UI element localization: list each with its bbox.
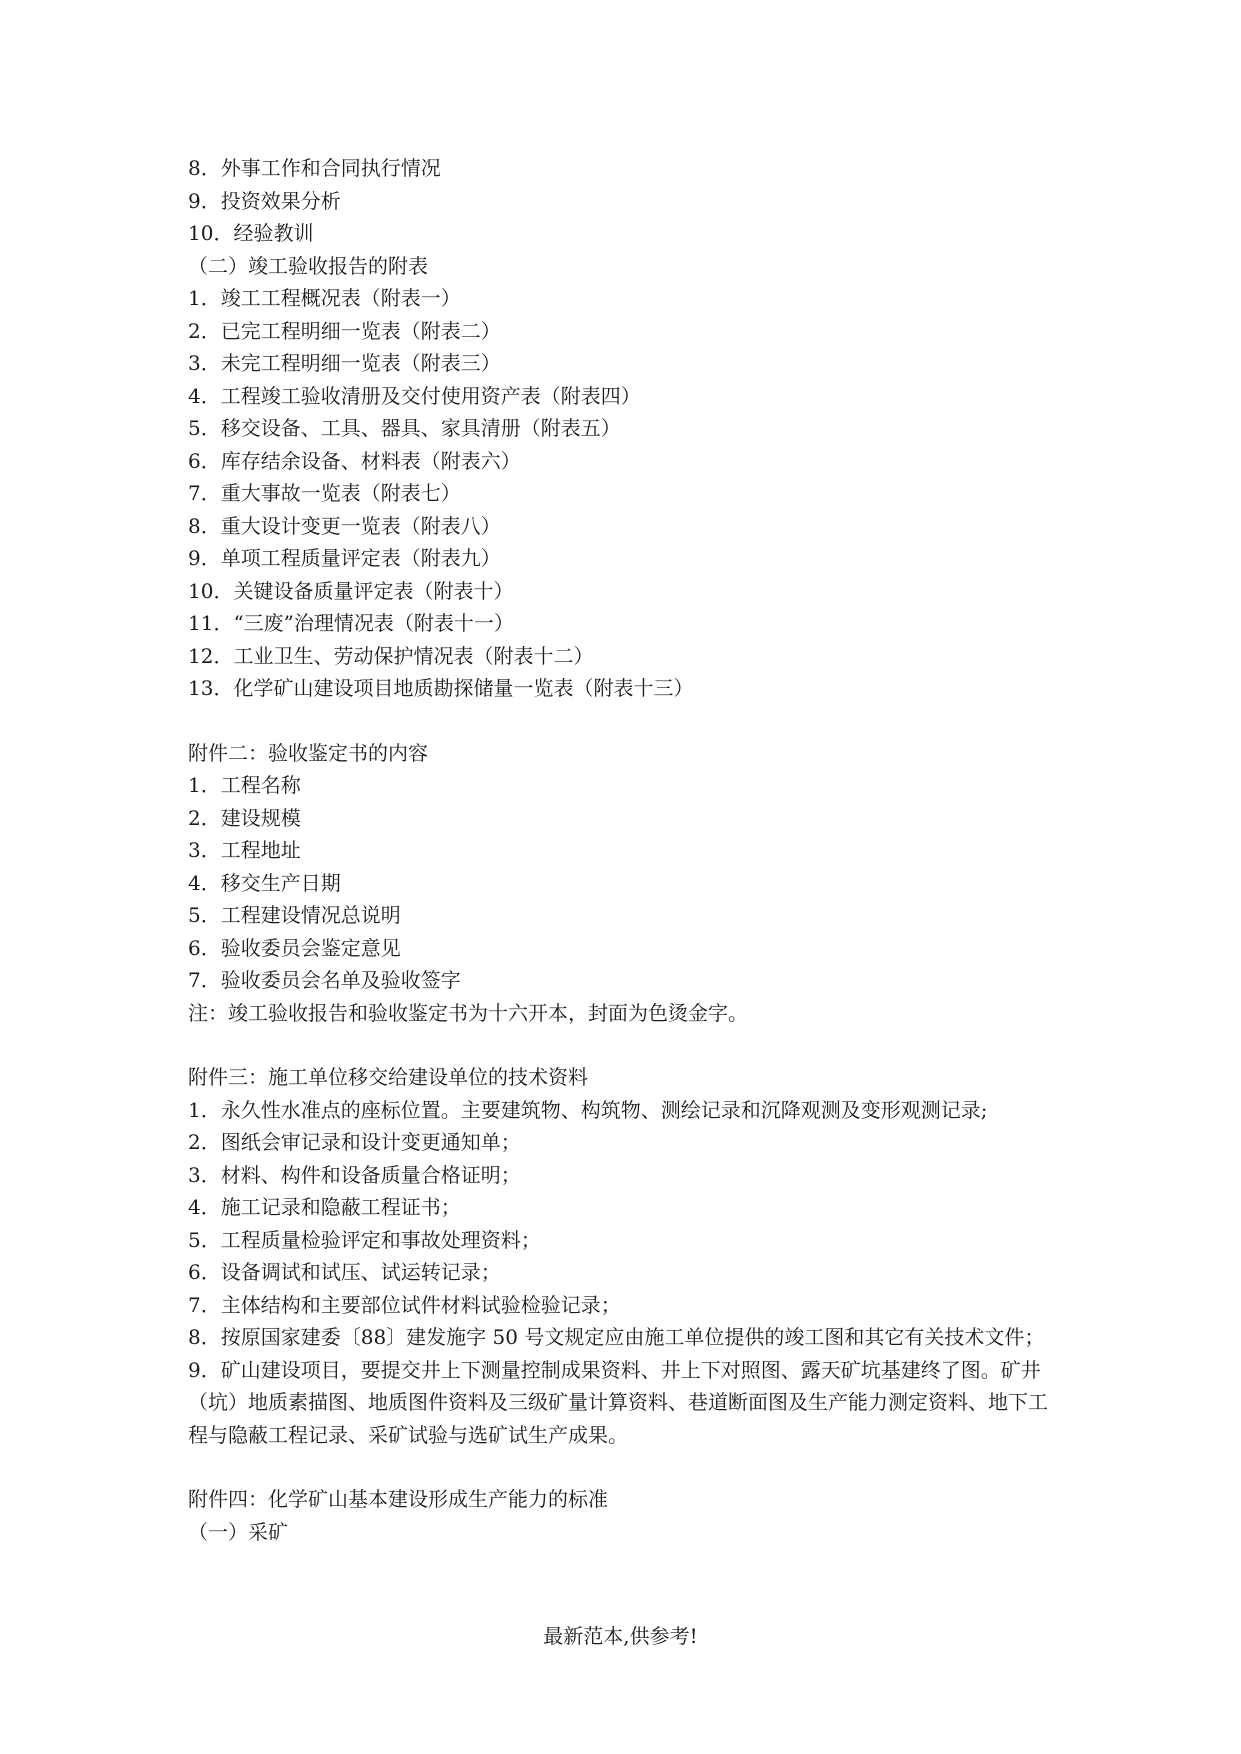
text-line: 9．矿山建设项目，要提交井上下测量控制成果资料、井上下对照图、露天矿坑基建终了图。矿井（坑）地质素描图、地质图件资料及三级矿量计算资料、巷道断面图及生产能力测定资料、地下工程与隐蔽工程记录、采矿试验与选矿试生产成果。	[188, 1357, 1048, 1447]
text-line: 5．工程建设情况总说明	[188, 903, 401, 927]
text-line: 1．工程名称	[188, 773, 301, 797]
acceptance-certificate-section	[188, 737, 1058, 1030]
text-line: 3．材料、构件和设备质量合格证明；	[188, 1162, 521, 1187]
text-line: 8．重大设计变更一览表（附表八）	[188, 513, 501, 538]
text-line: 9．投资效果分析	[188, 188, 341, 213]
text-line: 2．图纸会审记录和设计变更通知单；	[188, 1130, 521, 1154]
section-gap	[188, 1029, 1058, 1061]
section-gap	[188, 705, 1058, 737]
text-line: 10．关键设备质量评定表（附表十）	[188, 578, 514, 603]
page-footer: 最新范本,供参考!	[543, 1624, 698, 1648]
section-gap	[188, 1451, 1058, 1483]
text-line: （一）采矿	[188, 1519, 288, 1544]
document-body	[188, 152, 1058, 1548]
text-line: 10．经验教训	[188, 221, 314, 245]
text-line: 6．库存结余设备、材料表（附表六）	[188, 448, 521, 473]
text-line: 5．工程质量检验评定和事故处理资料；	[188, 1227, 541, 1252]
text-line: （二）竣工验收报告的附表	[188, 253, 428, 278]
text-line: 3．未完工程明细一览表（附表三）	[188, 351, 501, 375]
text-line: 4．施工记录和隐蔽工程证书；	[188, 1195, 461, 1219]
text-line: 1．竣工工程概况表（附表一）	[188, 286, 461, 310]
text-line: 12．工业卫生、劳动保护情况表（附表十二）	[188, 643, 594, 668]
text-line: 注：竣工验收报告和验收鉴定书为十六开本，封面为色烫金字。	[188, 1000, 748, 1025]
text-line: 4．移交生产日期	[188, 870, 341, 895]
text-line: 6．验收委员会鉴定意见	[188, 935, 401, 960]
text-line: 附件二：验收鉴定书的内容	[188, 740, 428, 765]
text-line: 13．化学矿山建设项目地质勘探储量一览表（附表十三）	[188, 676, 694, 700]
text-line: 8．按原国家建委〔88〕建发施字 50 号文规定应由施工单位提供的竣工图和其它有关技术文件；	[188, 1325, 1045, 1349]
text-line: 5．移交设备、工具、器具、家具清册（附表五）	[188, 416, 621, 440]
text-line: 附件三：施工单位移交给建设单位的技术资料	[188, 1065, 588, 1089]
text-line: 6．设备调试和试压、试运转记录；	[188, 1260, 501, 1284]
text-line: 1．永久性水准点的座标位置。主要建筑物、构筑物、测绘记录和沉降观测及变形观测记录;	[188, 1097, 988, 1122]
text-line: 8．外事工作和合同执行情况	[188, 156, 441, 180]
text-line: 9．单项工程质量评定表（附表九）	[188, 546, 501, 570]
text-line: 3．工程地址	[188, 838, 301, 862]
text-line: 2．已完工程明细一览表（附表二）	[188, 318, 501, 343]
report-appendix-list	[188, 152, 1058, 705]
technical-data-wrapped-items	[188, 1321, 1058, 1451]
text-line: 2．建设规模	[188, 805, 301, 830]
text-line: 7．重大事故一览表（附表七）	[188, 481, 461, 505]
text-line: 7．验收委员会名单及验收签字	[188, 968, 461, 992]
technical-data-section	[188, 1061, 1058, 1321]
text-line: 11．“三废”治理情况表（附表十一）	[188, 611, 514, 635]
text-line: 附件四：化学矿山基本建设形成生产能力的标准	[188, 1487, 608, 1511]
production-capacity-section	[188, 1483, 1058, 1548]
text-line: 4．工程竣工验收清册及交付使用资产表（附表四）	[188, 383, 641, 408]
text-line: 7．主体结构和主要部位试件材料试验检验记录；	[188, 1292, 621, 1317]
